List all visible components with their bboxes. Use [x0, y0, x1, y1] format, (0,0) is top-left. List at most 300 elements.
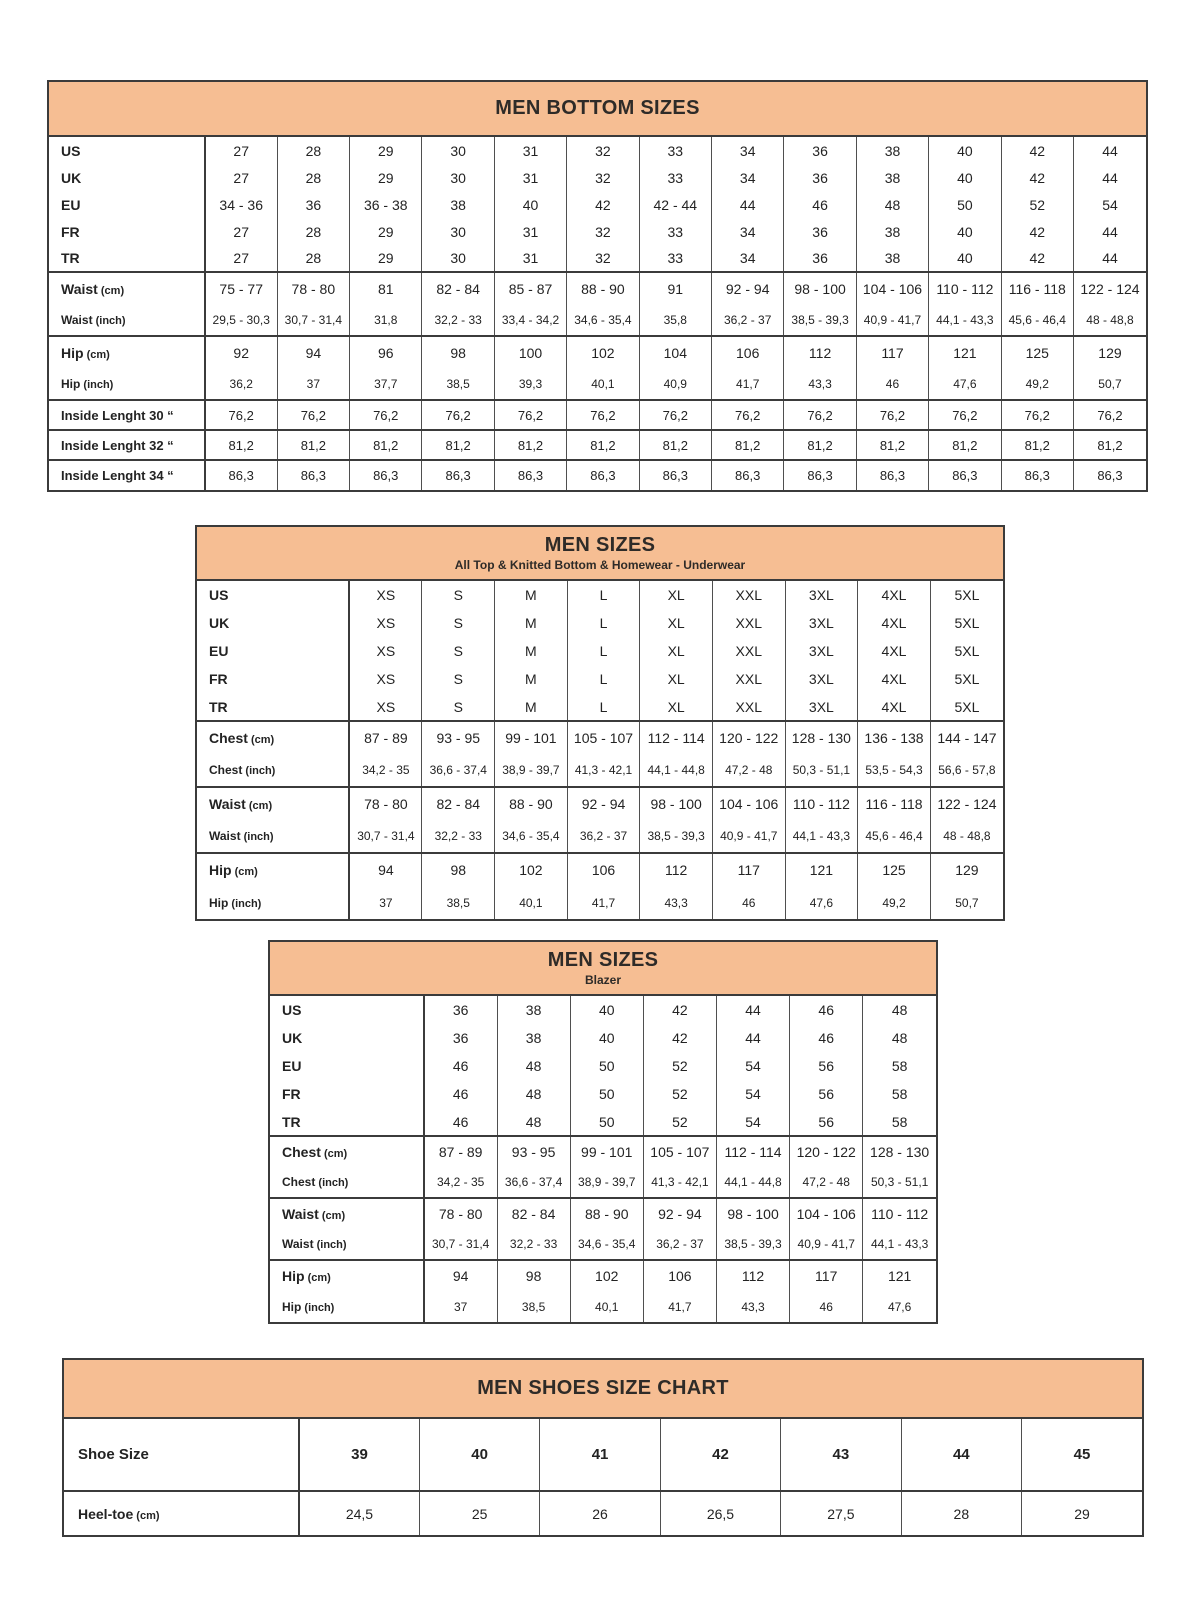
- row-label: US: [197, 581, 349, 609]
- men-sizes-blazer-grid: [270, 996, 936, 1322]
- row-label: TR: [270, 1108, 424, 1136]
- value-cell: 40: [929, 218, 1001, 245]
- value-cell: 36,2 - 37: [567, 820, 640, 853]
- row-label: Inside Lenght 30 “: [49, 400, 205, 430]
- value-cell: 105 - 107: [643, 1136, 716, 1167]
- value-cell: 50: [570, 1052, 643, 1080]
- men-sizes-blazer-table: [268, 940, 938, 1324]
- row-label: Hip (inch): [270, 1291, 424, 1322]
- value-cell: 4XL: [858, 637, 931, 665]
- table-row: [270, 1080, 936, 1108]
- value-cell: 106: [643, 1260, 716, 1291]
- value-cell: 41,7: [643, 1291, 716, 1322]
- value-cell: 38,5: [422, 886, 495, 919]
- value-cell: 81,2: [422, 430, 494, 460]
- value-cell: 33,4 - 34,2: [494, 304, 566, 336]
- value-cell: 112: [640, 853, 713, 886]
- value-cell: 43,3: [716, 1291, 789, 1322]
- row-label: Waist (inch): [49, 304, 205, 336]
- value-cell: 98: [497, 1260, 570, 1291]
- value-cell: 47,6: [929, 368, 1001, 400]
- table-row: [197, 665, 1003, 693]
- value-cell: 32: [567, 245, 639, 272]
- value-cell: 30,7 - 31,4: [349, 820, 422, 853]
- men-sizes-blazer-header: [270, 942, 936, 996]
- row-label-unit: (cm): [247, 734, 275, 746]
- value-cell: L: [567, 581, 640, 609]
- value-cell: 47,2 - 48: [790, 1167, 863, 1198]
- value-cell: 42 - 44: [639, 191, 711, 218]
- value-cell: 93 - 95: [497, 1136, 570, 1167]
- value-cell: 76,2: [784, 400, 856, 430]
- value-cell: XXL: [712, 609, 785, 637]
- value-cell: 87 - 89: [424, 1136, 497, 1167]
- value-cell: 58: [863, 1108, 936, 1136]
- value-cell: 82 - 84: [422, 272, 494, 304]
- value-cell: 31: [494, 137, 566, 164]
- value-cell: 38: [422, 191, 494, 218]
- table-row: [270, 1198, 936, 1229]
- value-cell: 28: [901, 1491, 1021, 1535]
- value-cell: 40,1: [567, 368, 639, 400]
- table-row: [197, 693, 1003, 721]
- value-cell: 41: [540, 1419, 660, 1491]
- row-label-unit: (cm): [245, 800, 273, 812]
- value-cell: 44: [901, 1419, 1021, 1491]
- row-label: UK: [270, 1024, 424, 1052]
- value-cell: 44: [1073, 137, 1146, 164]
- row-label: Waist (cm): [197, 787, 349, 820]
- value-cell: 29: [350, 137, 422, 164]
- value-cell: 99 - 101: [495, 721, 568, 754]
- value-cell: 27: [205, 245, 277, 272]
- value-cell: 81,2: [494, 430, 566, 460]
- value-cell: 40,9 - 41,7: [790, 1229, 863, 1260]
- value-cell: 41,7: [567, 886, 640, 919]
- table-title: MEN BOTTOM SIZES: [495, 97, 700, 119]
- value-cell: 81,2: [205, 430, 277, 460]
- value-cell: 32: [567, 137, 639, 164]
- value-cell: 50: [929, 191, 1001, 218]
- table-row: [49, 368, 1146, 400]
- shoes-grid: [64, 1419, 1142, 1535]
- value-cell: 5XL: [930, 693, 1003, 721]
- value-cell: 48: [497, 1080, 570, 1108]
- value-cell: 46: [856, 368, 928, 400]
- value-cell: 50,3 - 51,1: [785, 754, 858, 787]
- value-cell: 86,3: [929, 460, 1001, 490]
- row-label-unit: (cm): [304, 1272, 331, 1284]
- row-label: US: [270, 996, 424, 1024]
- value-cell: 81,2: [712, 430, 784, 460]
- row-label: EU: [197, 637, 349, 665]
- value-cell: 38,9 - 39,7: [495, 754, 568, 787]
- value-cell: 4XL: [858, 693, 931, 721]
- value-cell: 35,8: [639, 304, 711, 336]
- value-cell: M: [495, 609, 568, 637]
- value-cell: 86,3: [350, 460, 422, 490]
- value-cell: 93 - 95: [422, 721, 495, 754]
- row-label-unit: (cm): [133, 1509, 160, 1522]
- table-row: [49, 430, 1146, 460]
- value-cell: 81: [350, 272, 422, 304]
- men-bottom-sizes-table: [47, 80, 1148, 492]
- value-cell: 36,2: [205, 368, 277, 400]
- value-cell: 46: [790, 1024, 863, 1052]
- table-row: [49, 137, 1146, 164]
- value-cell: 40,9: [639, 368, 711, 400]
- value-cell: 31: [494, 164, 566, 191]
- value-cell: 104 - 106: [790, 1198, 863, 1229]
- value-cell: 44,1 - 43,3: [785, 820, 858, 853]
- value-cell: 76,2: [567, 400, 639, 430]
- value-cell: 33: [639, 137, 711, 164]
- value-cell: 98: [422, 853, 495, 886]
- value-cell: 42: [1001, 137, 1073, 164]
- value-cell: 128 - 130: [785, 721, 858, 754]
- value-cell: 34,2 - 35: [424, 1167, 497, 1198]
- value-cell: XL: [640, 637, 713, 665]
- value-cell: 4XL: [858, 609, 931, 637]
- row-label: UK: [49, 164, 205, 191]
- row-label: Chest (cm): [270, 1136, 424, 1167]
- value-cell: XL: [640, 581, 713, 609]
- value-cell: 36,2 - 37: [643, 1229, 716, 1260]
- value-cell: 49,2: [858, 886, 931, 919]
- row-label: TR: [49, 245, 205, 272]
- value-cell: XXL: [712, 693, 785, 721]
- value-cell: 30,7 - 31,4: [277, 304, 349, 336]
- value-cell: 52: [1001, 191, 1073, 218]
- table-row: [197, 787, 1003, 820]
- value-cell: XL: [640, 609, 713, 637]
- value-cell: XS: [349, 609, 422, 637]
- value-cell: 88 - 90: [567, 272, 639, 304]
- row-label: Hip (cm): [49, 336, 205, 368]
- value-cell: 76,2: [639, 400, 711, 430]
- table-row: [270, 1052, 936, 1080]
- table-row: [270, 1024, 936, 1052]
- value-cell: 44: [712, 191, 784, 218]
- row-label: FR: [197, 665, 349, 693]
- value-cell: 106: [712, 336, 784, 368]
- value-cell: 34,6 - 35,4: [495, 820, 568, 853]
- value-cell: 30: [422, 164, 494, 191]
- value-cell: M: [495, 665, 568, 693]
- value-cell: 117: [712, 853, 785, 886]
- value-cell: 125: [858, 853, 931, 886]
- row-label: Chest (inch): [197, 754, 349, 787]
- value-cell: 86,3: [422, 460, 494, 490]
- value-cell: 48: [856, 191, 928, 218]
- value-cell: 27,5: [781, 1491, 901, 1535]
- value-cell: 81,2: [350, 430, 422, 460]
- value-cell: 86,3: [205, 460, 277, 490]
- value-cell: 122 - 124: [1073, 272, 1146, 304]
- table-row: [49, 245, 1146, 272]
- value-cell: 102: [570, 1260, 643, 1291]
- table-row: [270, 1260, 936, 1291]
- value-cell: 42: [660, 1419, 780, 1491]
- table-row: [270, 1229, 936, 1260]
- value-cell: 86,3: [1073, 460, 1146, 490]
- value-cell: 144 - 147: [930, 721, 1003, 754]
- value-cell: 4XL: [858, 581, 931, 609]
- table-row: [49, 460, 1146, 490]
- row-label-unit: (inch): [315, 1177, 349, 1189]
- value-cell: 42: [567, 191, 639, 218]
- value-cell: 42: [643, 1024, 716, 1052]
- value-cell: 98 - 100: [716, 1198, 789, 1229]
- men-sizes-top-grid: [197, 581, 1003, 919]
- value-cell: 5XL: [930, 665, 1003, 693]
- row-label-unit: (inch): [228, 897, 262, 910]
- value-cell: 82 - 84: [422, 787, 495, 820]
- value-cell: 37: [424, 1291, 497, 1322]
- value-cell: 3XL: [785, 609, 858, 637]
- men-bottom-sizes-header: [49, 82, 1146, 137]
- value-cell: 29: [350, 245, 422, 272]
- value-cell: 110 - 112: [785, 787, 858, 820]
- value-cell: 76,2: [277, 400, 349, 430]
- value-cell: 78 - 80: [349, 787, 422, 820]
- table-row: [64, 1419, 1142, 1491]
- value-cell: 105 - 107: [567, 721, 640, 754]
- value-cell: 44,1 - 44,8: [640, 754, 713, 787]
- value-cell: 46: [790, 1291, 863, 1322]
- value-cell: 92 - 94: [712, 272, 784, 304]
- value-cell: 33: [639, 164, 711, 191]
- value-cell: 78 - 80: [424, 1198, 497, 1229]
- table-subtitle: All Top & Knitted Bottom & Homewear - Underwear: [454, 558, 746, 572]
- value-cell: 40: [494, 191, 566, 218]
- row-label-unit: (inch): [313, 1239, 347, 1251]
- value-cell: 47,6: [785, 886, 858, 919]
- value-cell: XXL: [712, 581, 785, 609]
- value-cell: 96: [350, 336, 422, 368]
- table-row: [197, 754, 1003, 787]
- value-cell: 81,2: [929, 430, 1001, 460]
- value-cell: 46: [712, 886, 785, 919]
- value-cell: 32: [567, 218, 639, 245]
- value-cell: 94: [424, 1260, 497, 1291]
- value-cell: 38: [856, 245, 928, 272]
- row-label: Heel-toe (cm): [64, 1491, 299, 1535]
- value-cell: 5XL: [930, 609, 1003, 637]
- value-cell: 38,5: [497, 1291, 570, 1322]
- row-label-unit: (cm): [83, 348, 110, 361]
- value-cell: 56: [790, 1052, 863, 1080]
- value-cell: S: [422, 637, 495, 665]
- value-cell: 48 - 48,8: [930, 820, 1003, 853]
- value-cell: 34: [712, 164, 784, 191]
- value-cell: 40: [570, 996, 643, 1024]
- value-cell: 38,5 - 39,3: [640, 820, 713, 853]
- value-cell: 98 - 100: [640, 787, 713, 820]
- table-row: [197, 886, 1003, 919]
- value-cell: 34: [712, 137, 784, 164]
- value-cell: 3XL: [785, 665, 858, 693]
- row-label: EU: [270, 1052, 424, 1080]
- value-cell: 4XL: [858, 665, 931, 693]
- value-cell: 86,3: [712, 460, 784, 490]
- row-label-unit: (cm): [97, 284, 125, 297]
- value-cell: 37: [277, 368, 349, 400]
- row-label-unit: (inch): [301, 1301, 335, 1314]
- value-cell: 120 - 122: [790, 1136, 863, 1167]
- row-label: TR: [197, 693, 349, 721]
- value-cell: 33: [639, 245, 711, 272]
- value-cell: 36 - 38: [350, 191, 422, 218]
- value-cell: 81,2: [639, 430, 711, 460]
- value-cell: 38: [856, 137, 928, 164]
- value-cell: 54: [716, 1108, 789, 1136]
- value-cell: 117: [856, 336, 928, 368]
- value-cell: XL: [640, 665, 713, 693]
- value-cell: 34,6 - 35,4: [570, 1229, 643, 1260]
- value-cell: 36,6 - 37,4: [422, 754, 495, 787]
- value-cell: 40: [570, 1024, 643, 1052]
- table-row: [49, 304, 1146, 336]
- table-subtitle: Blazer: [584, 973, 622, 987]
- value-cell: 86,3: [277, 460, 349, 490]
- value-cell: 27: [205, 164, 277, 191]
- value-cell: XS: [349, 581, 422, 609]
- value-cell: L: [567, 665, 640, 693]
- value-cell: 100: [494, 336, 566, 368]
- value-cell: 50: [570, 1080, 643, 1108]
- value-cell: 44: [1073, 245, 1146, 272]
- value-cell: 76,2: [929, 400, 1001, 430]
- table-title: MEN SIZES: [547, 949, 659, 971]
- value-cell: 38,5 - 39,3: [716, 1229, 789, 1260]
- value-cell: 102: [567, 336, 639, 368]
- value-cell: 42: [643, 996, 716, 1024]
- value-cell: 46: [784, 191, 856, 218]
- value-cell: 36: [784, 218, 856, 245]
- value-cell: 116 - 118: [858, 787, 931, 820]
- value-cell: 25: [419, 1491, 539, 1535]
- value-cell: 54: [1073, 191, 1146, 218]
- table-row: [270, 1136, 936, 1167]
- value-cell: 30: [422, 218, 494, 245]
- value-cell: 33: [639, 218, 711, 245]
- value-cell: 104 - 106: [856, 272, 928, 304]
- value-cell: 28: [277, 164, 349, 191]
- value-cell: 47,2 - 48: [712, 754, 785, 787]
- value-cell: 92: [205, 336, 277, 368]
- value-cell: 76,2: [205, 400, 277, 430]
- table-row: [64, 1491, 1142, 1535]
- table-title: MEN SHOES SIZE CHART: [477, 1377, 729, 1399]
- men-sizes-tops-table: [195, 525, 1005, 921]
- value-cell: 5XL: [930, 637, 1003, 665]
- value-cell: 5XL: [930, 581, 1003, 609]
- value-cell: L: [567, 609, 640, 637]
- value-cell: 27: [205, 218, 277, 245]
- value-cell: 112: [784, 336, 856, 368]
- value-cell: 44,1 - 44,8: [716, 1167, 789, 1198]
- value-cell: 54: [716, 1080, 789, 1108]
- value-cell: 29: [350, 218, 422, 245]
- value-cell: XL: [640, 693, 713, 721]
- value-cell: 38: [497, 1024, 570, 1052]
- value-cell: 129: [930, 853, 1003, 886]
- value-cell: 76,2: [1001, 400, 1073, 430]
- value-cell: 34: [712, 218, 784, 245]
- value-cell: 125: [1001, 336, 1073, 368]
- value-cell: 30: [422, 137, 494, 164]
- value-cell: 3XL: [785, 693, 858, 721]
- value-cell: 102: [495, 853, 568, 886]
- table-row: [270, 996, 936, 1024]
- value-cell: 37,7: [350, 368, 422, 400]
- value-cell: 43,3: [640, 886, 713, 919]
- value-cell: 85 - 87: [494, 272, 566, 304]
- value-cell: 37: [349, 886, 422, 919]
- value-cell: 44: [1073, 218, 1146, 245]
- value-cell: 42: [1001, 245, 1073, 272]
- table-row: [197, 609, 1003, 637]
- value-cell: 94: [277, 336, 349, 368]
- value-cell: 34,2 - 35: [349, 754, 422, 787]
- value-cell: XS: [349, 637, 422, 665]
- value-cell: 39,3: [494, 368, 566, 400]
- value-cell: 28: [277, 245, 349, 272]
- value-cell: 46: [424, 1052, 497, 1080]
- value-cell: 48: [863, 996, 936, 1024]
- value-cell: 112 - 114: [716, 1136, 789, 1167]
- value-cell: 31,8: [350, 304, 422, 336]
- value-cell: 82 - 84: [497, 1198, 570, 1229]
- value-cell: 43: [781, 1419, 901, 1491]
- value-cell: 38,5: [422, 368, 494, 400]
- men-shoes-header: [64, 1360, 1142, 1419]
- row-label: US: [49, 137, 205, 164]
- value-cell: S: [422, 693, 495, 721]
- value-cell: 44: [716, 996, 789, 1024]
- value-cell: 32,2 - 33: [422, 304, 494, 336]
- row-label: Waist (inch): [197, 820, 349, 853]
- value-cell: 36: [784, 245, 856, 272]
- value-cell: 38: [856, 164, 928, 191]
- value-cell: 40,9 - 41,7: [856, 304, 928, 336]
- value-cell: 27: [205, 137, 277, 164]
- value-cell: 121: [863, 1260, 936, 1291]
- value-cell: 76,2: [494, 400, 566, 430]
- value-cell: 94: [349, 853, 422, 886]
- value-cell: 81,2: [856, 430, 928, 460]
- value-cell: 122 - 124: [930, 787, 1003, 820]
- value-cell: 45,6 - 46,4: [858, 820, 931, 853]
- value-cell: 76,2: [350, 400, 422, 430]
- value-cell: 48: [497, 1052, 570, 1080]
- value-cell: 52: [643, 1052, 716, 1080]
- row-label: Waist (inch): [270, 1229, 424, 1260]
- row-label: Inside Lenght 34 “: [49, 460, 205, 490]
- value-cell: 86,3: [784, 460, 856, 490]
- value-cell: 91: [639, 272, 711, 304]
- row-label: FR: [270, 1080, 424, 1108]
- value-cell: 29: [1022, 1491, 1142, 1535]
- value-cell: 41,3 - 42,1: [643, 1167, 716, 1198]
- value-cell: 88 - 90: [570, 1198, 643, 1229]
- row-label-unit: (cm): [320, 1148, 348, 1160]
- value-cell: 36: [424, 996, 497, 1024]
- value-cell: 81,2: [1073, 430, 1146, 460]
- value-cell: 86,3: [1001, 460, 1073, 490]
- value-cell: 40: [929, 245, 1001, 272]
